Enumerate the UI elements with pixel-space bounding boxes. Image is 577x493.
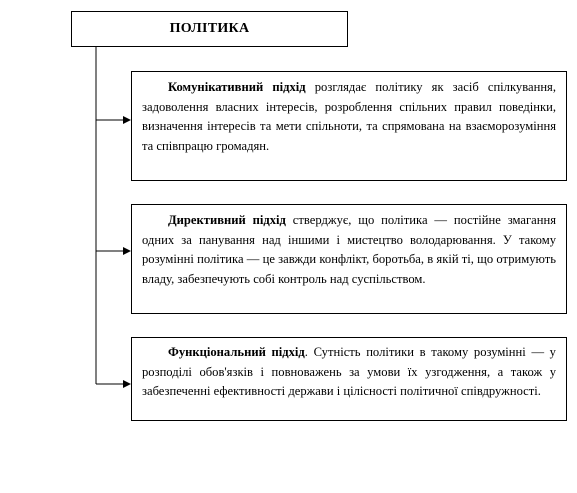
politics-title-box xyxy=(71,11,348,47)
communicative-approach-paragraph xyxy=(142,78,556,156)
functional-approach-paragraph xyxy=(142,343,556,402)
functional-approach-box xyxy=(131,337,567,421)
functional-approach-text: . Сутність політики в такому розумінні — у розподілі обов'язків і повноважень за умови їх узгодження, а також у забезпеченні ефективності держави і цілісності політичної співдружності. xyxy=(142,345,556,398)
directive-approach-term: Директивний підхід xyxy=(168,213,286,227)
directive-approach-paragraph xyxy=(142,211,556,289)
politics-title: ПОЛІТИКА xyxy=(169,21,250,36)
communicative-approach-text: розглядає політику як засіб спілкування, задоволення власних інтересів, розроблення спільних правил поведінки, визначення інтересів та мети спільноти, та спрямована на взаєморозуміння та співпрацю громадян. xyxy=(142,80,556,153)
directive-approach-box xyxy=(131,204,567,314)
communicative-approach-box xyxy=(131,71,567,181)
directive-approach-text: стверджує, що політика — постійне змагання одних за панування над іншими і мистецтво володарювання. У такому розумінні політика — це завжди конфлікт, боротьба, в якій ті, що отримують владу, забезпечують собі контроль над суспільством. xyxy=(142,213,556,286)
functional-approach-term: Функціональний підхід xyxy=(168,345,305,359)
communicative-approach-term: Комунікативний підхід xyxy=(168,80,306,94)
